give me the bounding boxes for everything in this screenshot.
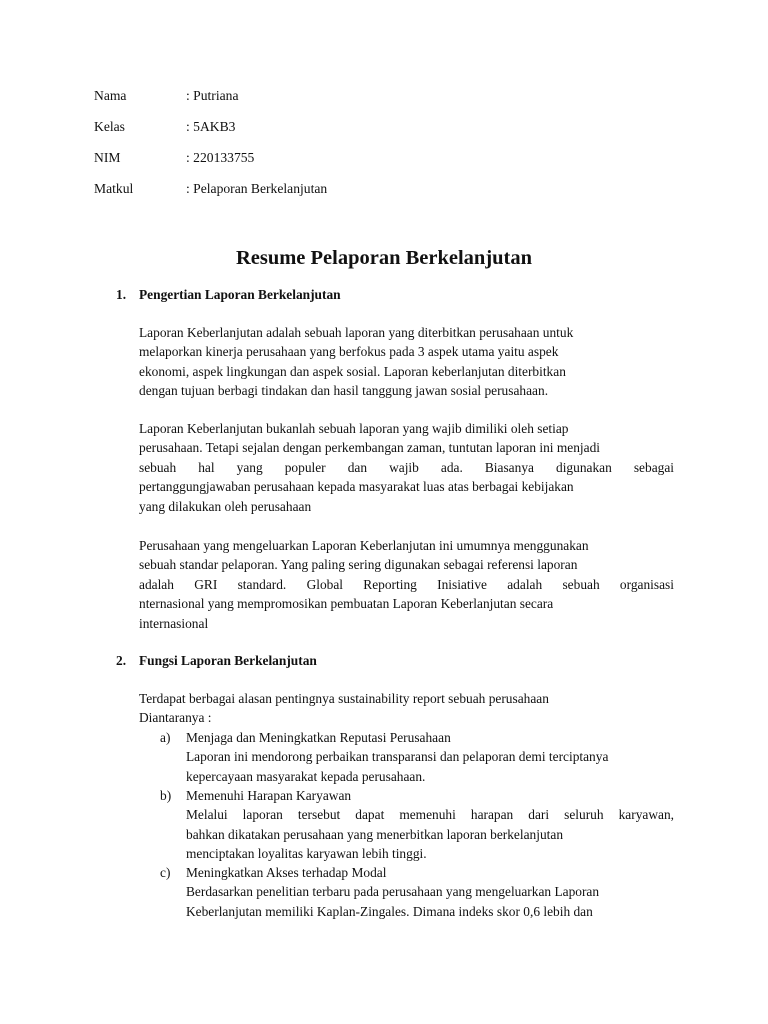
paragraph-line: kepercayaan masyarakat kepada perusahaan. <box>186 768 426 784</box>
info-value: : Pelaporan Berkelanjutan <box>186 181 328 196</box>
paragraph-line: menciptakan loyalitas karyawan lebih tinggi. <box>186 846 427 862</box>
list-item-c <box>160 863 674 921</box>
info-value: : 5AKB3 <box>186 119 236 134</box>
list-item-body <box>160 747 674 786</box>
document-title: Resume Pelaporan Berkelanjutan <box>235 247 533 269</box>
list-item-head <box>160 786 674 805</box>
paragraph-line: Perusahaan yang mengeluarkan Laporan Keberlanjutan ini umumnya menggunakan <box>139 538 589 553</box>
info-label: Nama <box>94 88 127 103</box>
list-item-body <box>160 805 674 863</box>
section-1-paragraph-2 <box>139 419 674 516</box>
paragraph-line: Laporan Keberlanjutan adalah sebuah laporan yang diterbitkan perusahaan untuk <box>139 325 574 340</box>
paragraph-line: Diantaranya : <box>139 710 212 726</box>
paragraph-line: Berdasarkan penelitian terbaru pada perusahaan yang mengeluarkan Laporan <box>186 884 600 900</box>
list-item-title: Menjaga dan Meningkatkan Reputasi Perusahaan <box>186 730 451 745</box>
paragraph-line: Keberlanjutan memiliki Kaplan-Zingales. Dimana indeks skor 0,6 lebih dan <box>186 903 593 919</box>
list-letter: b) <box>160 788 172 803</box>
section-2-intro <box>139 689 674 728</box>
info-value: : Putriana <box>186 88 239 103</box>
info-row-nama <box>94 87 327 118</box>
section-2-heading <box>116 652 317 670</box>
paragraph-line: Terdapat berbagai alasan pentingnya sustainability report sebuah perusahaan <box>139 691 549 706</box>
paragraph-line: Melalui laporan tersebut dapat memenuhi harapan dari seluruh karyawan, <box>186 807 674 823</box>
list-item-b <box>160 786 674 864</box>
section-title: Fungsi Laporan Berkelanjutan <box>139 653 317 668</box>
paragraph-line: ekonomi, aspek lingkungan dan aspek sosial. Laporan keberlanjutan diterbitkan <box>139 363 566 379</box>
paragraph-line: internasional <box>139 615 209 631</box>
paragraph-line: Laporan ini mendorong perbaikan transparansi dan pelaporan demi terciptanya <box>186 749 609 765</box>
section-1-paragraph-1 <box>139 323 674 401</box>
list-letter: a) <box>160 730 171 745</box>
info-row-nim <box>94 149 327 180</box>
paragraph-line: sebuah hal yang populer dan wajib ada. Biasanya digunakan sebagai <box>139 459 674 475</box>
section-number: 1. <box>116 287 127 302</box>
section-1-heading <box>116 286 341 304</box>
info-label: Kelas <box>94 119 125 134</box>
paragraph-line: melaporkan kinerja perusahaan yang berfokus pada 3 aspek utama yaitu aspek <box>139 344 559 360</box>
paragraph-line: dengan tujuan berbagi tindakan dan hasil tanggung jawan sosial perusahaan. <box>139 383 549 399</box>
list-item-title: Meningkatkan Akses terhadap Modal <box>186 865 387 880</box>
paragraph-line: sebuah standar pelaporan. Yang paling sering digunakan sebagai referensi laporan <box>139 557 578 573</box>
section-1-paragraph-3 <box>139 536 674 633</box>
info-label: Matkul <box>94 181 134 196</box>
info-label: NIM <box>94 150 121 165</box>
paragraph-line: bahkan dikatakan perusahaan yang menerbitkan laporan berkelanjutan <box>186 826 564 842</box>
section-number: 2. <box>116 653 127 668</box>
list-item-a <box>160 728 674 786</box>
paragraph-line: pertanggungjawaban perusahaan kepada masyarakat luas atas berbagai kebijakan <box>139 479 574 495</box>
list-item-title: Memenuhi Harapan Karyawan <box>186 788 352 803</box>
paragraph-line: perusahaan. Tetapi sejalan dengan perkembangan zaman, tuntutan laporan ini menjadi <box>139 440 600 456</box>
section-title: Pengertian Laporan Berkelanjutan <box>139 287 341 302</box>
student-info <box>94 87 327 211</box>
info-row-matkul <box>94 180 327 211</box>
info-row-kelas <box>94 118 327 149</box>
paragraph-line: adalah GRI standard. Global Reporting Inisiative adalah sebuah organisasi <box>139 576 674 592</box>
list-letter: c) <box>160 865 171 880</box>
info-value: : 220133755 <box>186 150 255 165</box>
list-item-body <box>160 882 674 921</box>
list-item-head <box>160 863 674 882</box>
paragraph-line: yang dilakukan oleh perusahaan <box>139 498 312 514</box>
paragraph-line: Laporan Keberlanjutan bukanlah sebuah laporan yang wajib dimiliki oleh setiap <box>139 421 569 436</box>
list-item-head <box>160 728 674 747</box>
paragraph-line: nternasional yang mempromosikan pembuatan Laporan Keberlanjutan secara <box>139 596 554 612</box>
